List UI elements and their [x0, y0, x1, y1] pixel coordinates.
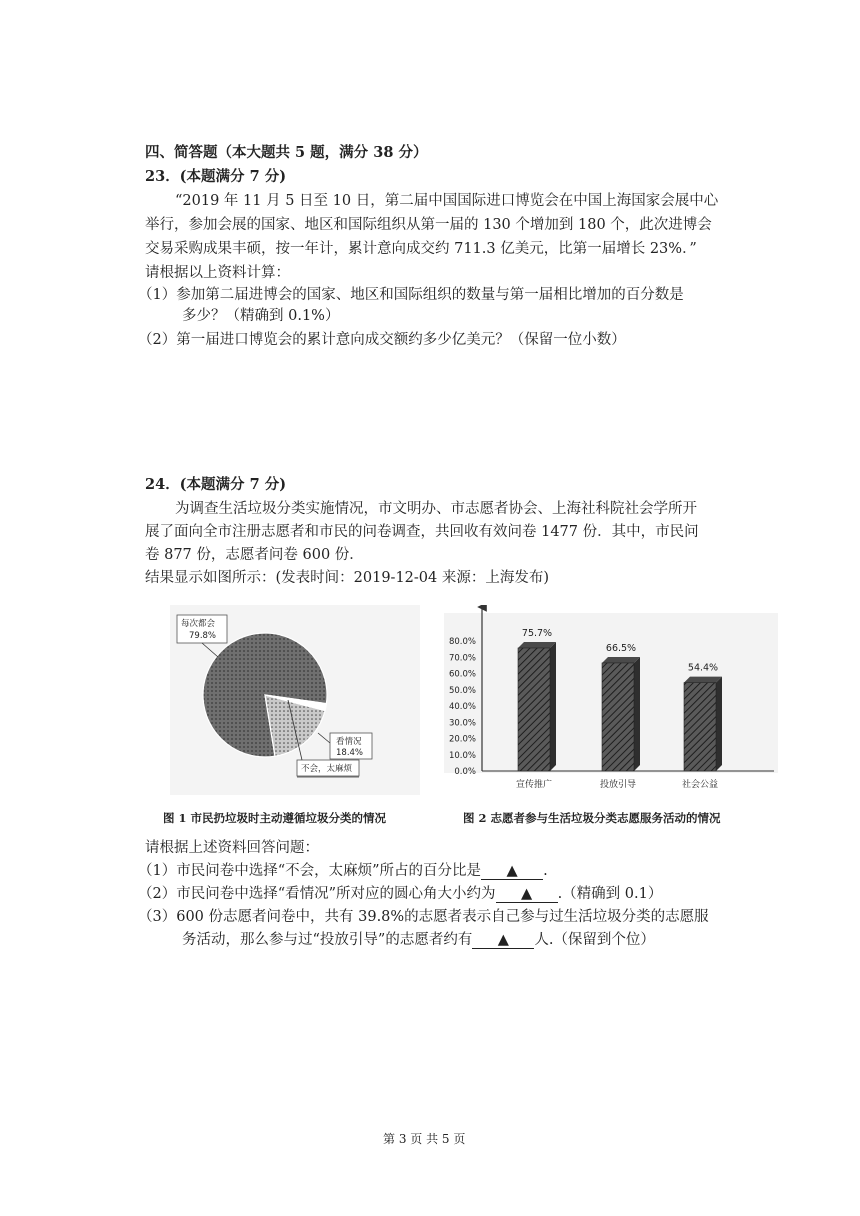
bar-y-tick-label: 30.0% — [448, 718, 476, 729]
q24-passage-line: 卷 877 份，志愿者问卷 600 份． — [145, 547, 364, 563]
q23-header — [145, 167, 286, 187]
pie-label-depends-value: 18.4% — [336, 748, 364, 758]
pie-slices — [203, 633, 327, 757]
bar-side — [634, 657, 640, 771]
bar-y-tick-label: 10.0% — [448, 750, 476, 761]
bar-y-tick-label: 50.0% — [448, 685, 476, 696]
page-number: 第 3 页 共 5 页 — [383, 1132, 466, 1146]
q23-number: 23 — [145, 168, 166, 185]
pie-label-no: 不会，太麻烦 — [301, 764, 353, 774]
bar-side — [550, 642, 556, 771]
q23-title: ．(本题满分 7 分) — [165, 168, 287, 185]
pie-label-depends: 看情况 — [336, 737, 362, 747]
bar — [602, 663, 634, 771]
q23-sub2: （2）第一届进口博览会的累计意向成交额约多少亿美元？（保留一位小数） — [138, 332, 626, 348]
q24-sub1 — [138, 861, 548, 881]
pie-label-always-value: 79.8% — [189, 631, 217, 641]
q23-sub1: （1）参加第二届进博会的国家、地区和国际组织的数量与第一届相比增加的百分数是 — [138, 287, 684, 303]
q24-sub2-end: .（精确到 0.1） — [557, 886, 663, 902]
q24-sub1-text: （1）市民问卷中选择“不会，太麻烦”所占的百分比是 — [138, 863, 482, 879]
section-heading: 四、简答题（本大题共 5 题，满分 38 分） — [145, 144, 428, 161]
bar-top — [518, 642, 556, 648]
q24-sub1-end: . — [543, 863, 548, 879]
figure1-caption: 图 1 市民扔垃圾时主动遵循垃圾分类的情况 — [163, 811, 387, 825]
bar-y-tick-label: 40.0% — [448, 702, 476, 712]
bar-chart — [438, 605, 782, 795]
pie-chart — [170, 605, 420, 795]
answer-blank[interactable]: ▲ — [496, 886, 558, 903]
bar-y-tick-label: 0.0% — [454, 767, 476, 777]
q23-passage-line: “2019 年 11 月 5 日至 10 日，第二届中国国际进口博览会在中国上海国家会展中心 — [175, 193, 719, 209]
bar-value-label: 75.7% — [521, 627, 553, 639]
q23-passage-line: 举行，参加会展的国家、地区和国际组织从第一届的 130 个增加到 180 个，此次进博会 — [145, 217, 712, 233]
bar-top — [602, 657, 640, 663]
bar-category-label: 投放引导 — [599, 780, 637, 790]
bar-side — [716, 677, 722, 771]
bar-y-tick-label: 60.0% — [448, 669, 476, 680]
q23-sub1-cont: 多少？（精确到 0.1%） — [182, 308, 340, 324]
answer-blank[interactable]: ▲ — [481, 863, 543, 880]
bar-category-label: 宣传推广 — [515, 780, 553, 790]
pie-label-always: 每次都会 — [181, 619, 216, 629]
figure2-caption: 图 2 志愿者参与生活垃圾分类志愿服务活动的情况 — [463, 811, 721, 825]
q23-prompt: 请根据以上资料计算： — [145, 265, 290, 281]
bar-value-label: 66.5% — [605, 642, 637, 654]
q24-prompt: 请根据上述资料回答问题： — [145, 840, 319, 856]
q23-passage-line: 交易采购成果丰硕，按一年计，累计意向成交约 711.3 亿美元，比第一届增长 23%．” — [145, 241, 697, 257]
bar-y-ticks — [449, 637, 476, 777]
bar-y-tick-label: 80.0% — [448, 637, 476, 647]
bar — [684, 683, 716, 771]
bar-category-label: 社会公益 — [681, 780, 719, 790]
bar-value-label: 54.4% — [687, 662, 719, 674]
q24-header — [145, 475, 286, 495]
q24-sub3-end: 人.（保留到个位） — [534, 932, 655, 948]
q24-title: ．(本题满分 7 分) — [165, 476, 287, 493]
q24-sub3: （3）600 份志愿者问卷中，共有 39.8%的志愿者表示自己参与过生活垃圾分类的志愿服 — [138, 909, 709, 925]
q24-sub3-text: 务活动，那么参与过“投放引导”的志愿者约有 — [182, 932, 473, 948]
q24-sub2-text: （2）市民问卷中选择“看情况”所对应的圆心角大小约为 — [138, 886, 496, 902]
answer-blank[interactable]: ▲ — [472, 932, 534, 949]
bar-y-tick-label: 20.0% — [448, 734, 476, 745]
q24-result-line: 结果显示如图所示：(发表时间：2019-12-04 来源：上海发布) — [145, 570, 550, 586]
bar-y-tick-label: 70.0% — [448, 653, 476, 664]
q24-passage-line: 展了面向全市注册志愿者和市民的问卷调查，共回收有效问卷 1477 份．其中，市民问 — [145, 524, 699, 540]
q24-sub3-cont — [182, 930, 655, 950]
bar-top — [684, 677, 722, 683]
bar — [518, 648, 550, 771]
q24-sub2 — [138, 884, 662, 904]
q24-passage-line: 为调查生活垃圾分类实施情况，市文明办、市志愿者协会、上海社科院社会学所开 — [175, 501, 697, 517]
q24-number: 24 — [145, 476, 166, 493]
